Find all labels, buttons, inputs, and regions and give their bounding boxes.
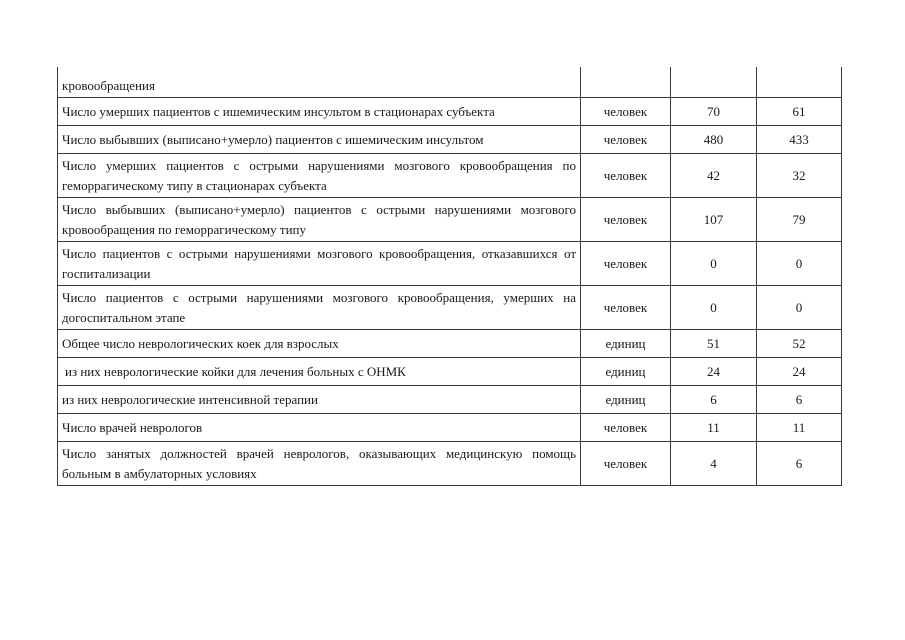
table-row bbox=[58, 198, 842, 242]
unit-cell: человек bbox=[581, 126, 671, 154]
value-cell-year2 bbox=[757, 67, 842, 98]
value-cell-year2: 6 bbox=[757, 442, 842, 486]
value-cell-year2: 32 bbox=[757, 154, 842, 198]
table-row bbox=[58, 98, 842, 126]
value-cell-year2: 24 bbox=[757, 358, 842, 386]
unit-cell: человек bbox=[581, 442, 671, 486]
indicator-name: Число пациентов с острыми нарушениями мозгового кровообращения, отказавшихся от госпитализации bbox=[58, 242, 581, 286]
value-cell-year1: 480 bbox=[671, 126, 757, 154]
unit-cell: человек bbox=[581, 198, 671, 242]
value-cell-year2: 433 bbox=[757, 126, 842, 154]
indicator-name: Число занятых должностей врачей неврологов, оказывающих медицинскую помощь больным в амбулаторных условиях bbox=[58, 442, 581, 486]
value-cell-year1 bbox=[671, 67, 757, 98]
value-cell-year1: 24 bbox=[671, 358, 757, 386]
statistics-table bbox=[57, 67, 842, 486]
indicator-name: Число выбывших (выписано+умерло) пациентов с ишемическим инсультом bbox=[58, 126, 581, 154]
unit-cell: человек bbox=[581, 414, 671, 442]
indicator-name: Число врачей неврологов bbox=[58, 414, 581, 442]
table-row bbox=[58, 67, 842, 98]
value-cell-year2: 6 bbox=[757, 386, 842, 414]
value-cell-year2: 0 bbox=[757, 286, 842, 330]
table-row bbox=[58, 414, 842, 442]
value-cell-year2: 0 bbox=[757, 242, 842, 286]
unit-cell: единиц bbox=[581, 386, 671, 414]
table-row bbox=[58, 358, 842, 386]
value-cell-year1: 0 bbox=[671, 286, 757, 330]
indicator-name: Число умерших пациентов с ишемическим инсультом в стационарах субъекта bbox=[58, 98, 581, 126]
indicator-name: из них неврологические интенсивной терапии bbox=[58, 386, 581, 414]
value-cell-year2: 61 bbox=[757, 98, 842, 126]
unit-cell: единиц bbox=[581, 330, 671, 358]
value-cell-year1: 6 bbox=[671, 386, 757, 414]
value-cell-year1: 70 bbox=[671, 98, 757, 126]
indicator-name: Число выбывших (выписано+умерло) пациентов с острыми нарушениями мозгового кровообращения по геморрагическому типу bbox=[58, 198, 581, 242]
table-row bbox=[58, 330, 842, 358]
indicator-name: Общее число неврологических коек для взрослых bbox=[58, 330, 581, 358]
table-row bbox=[58, 154, 842, 198]
value-cell-year1: 4 bbox=[671, 442, 757, 486]
value-cell-year2: 52 bbox=[757, 330, 842, 358]
value-cell-year1: 11 bbox=[671, 414, 757, 442]
table-row bbox=[58, 442, 842, 486]
value-cell-year1: 107 bbox=[671, 198, 757, 242]
value-cell-year2: 11 bbox=[757, 414, 842, 442]
value-cell-year2: 79 bbox=[757, 198, 842, 242]
unit-cell: человек bbox=[581, 286, 671, 330]
indicator-name: кровообращения bbox=[58, 67, 581, 98]
indicator-name: Число умерших пациентов с острыми нарушениями мозгового кровообращения по геморрагическому типу в стационарах субъекта bbox=[58, 154, 581, 198]
table-row bbox=[58, 286, 842, 330]
value-cell-year1: 0 bbox=[671, 242, 757, 286]
value-cell-year1: 51 bbox=[671, 330, 757, 358]
table-row bbox=[58, 242, 842, 286]
table-row bbox=[58, 386, 842, 414]
unit-cell: человек bbox=[581, 242, 671, 286]
value-cell-year1: 42 bbox=[671, 154, 757, 198]
unit-cell bbox=[581, 67, 671, 98]
table-row bbox=[58, 126, 842, 154]
unit-cell: человек bbox=[581, 154, 671, 198]
indicator-name: из них неврологические койки для лечения больных с ОНМК bbox=[58, 358, 581, 386]
indicator-name: Число пациентов с острыми нарушениями мозгового кровообращения, умерших на догоспитальном этапе bbox=[58, 286, 581, 330]
unit-cell: единиц bbox=[581, 358, 671, 386]
unit-cell: человек bbox=[581, 98, 671, 126]
